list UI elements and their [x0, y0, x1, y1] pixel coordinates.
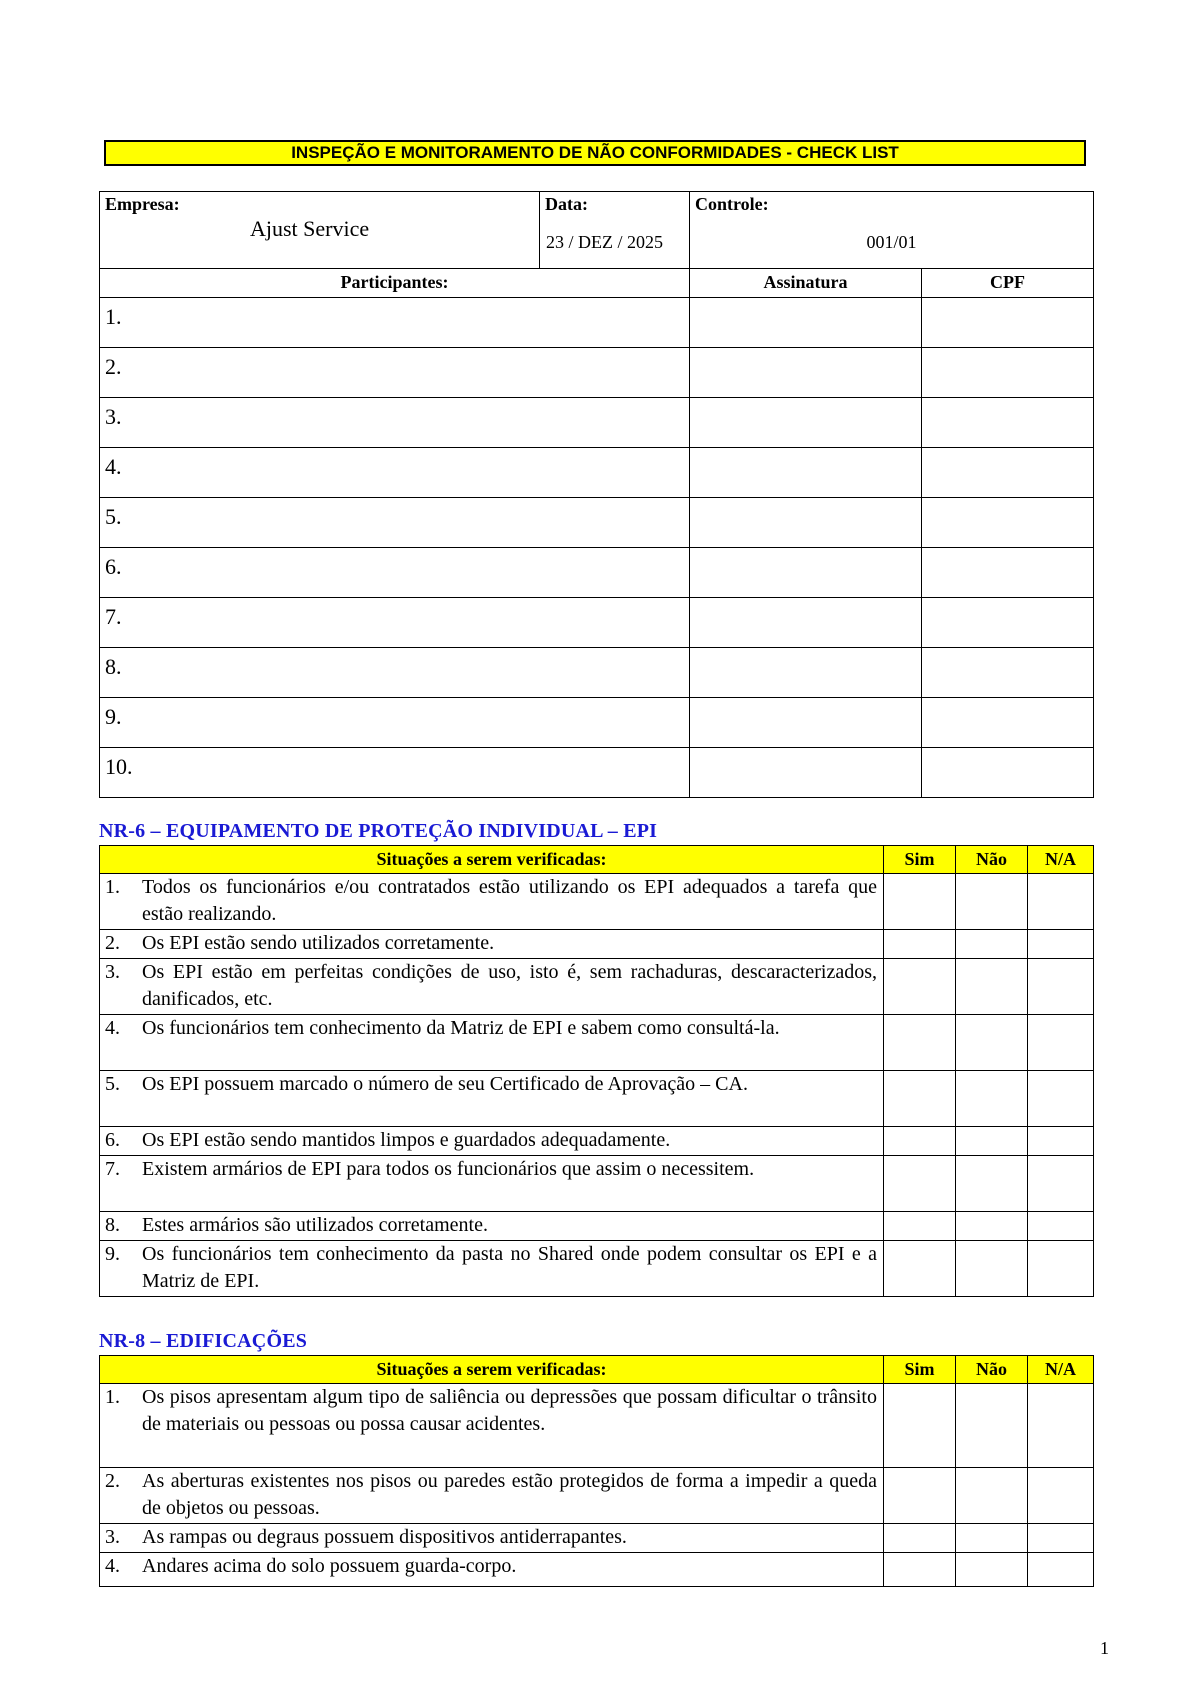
- checklist-row: [100, 1127, 1094, 1156]
- participant-name-cell[interactable]: [100, 298, 690, 348]
- nao-cell[interactable]: [956, 1524, 1028, 1553]
- document-title: INSPEÇÃO E MONITORAMENTO DE NÃO CONFORMIDADES - CHECK LIST: [104, 140, 1086, 166]
- na-cell[interactable]: [1028, 1384, 1094, 1468]
- checklist-row: [100, 1241, 1094, 1297]
- participant-signature-cell[interactable]: [690, 548, 922, 598]
- item-text: As aberturas existentes nos pisos ou paredes estão protegidos de forma a impedir a queda de objetos ou pessoas.: [142, 1470, 877, 1519]
- participant-name-cell[interactable]: [100, 498, 690, 548]
- nao-cell[interactable]: [956, 959, 1028, 1015]
- situacao-cell: [100, 1384, 884, 1468]
- na-cell[interactable]: [1028, 1156, 1094, 1212]
- situacao-cell: [100, 874, 884, 930]
- header-table: [99, 191, 1094, 798]
- checklist-row: [100, 1156, 1094, 1212]
- situacao-cell: [100, 1156, 884, 1212]
- data-cell: [540, 192, 690, 269]
- nao-cell[interactable]: [956, 930, 1028, 959]
- controle-label: Controle:: [695, 194, 769, 214]
- item-text: Existem armários de EPI para todos os funcionários que assim o necessitem.: [142, 1158, 755, 1180]
- participant-cpf-cell[interactable]: [922, 548, 1094, 598]
- na-header: N/A: [1028, 1356, 1094, 1384]
- sim-cell[interactable]: [884, 1384, 956, 1468]
- participant-name-cell[interactable]: [100, 398, 690, 448]
- participant-cpf-cell[interactable]: [922, 348, 1094, 398]
- sim-cell[interactable]: [884, 1241, 956, 1297]
- na-cell[interactable]: [1028, 1212, 1094, 1241]
- na-cell[interactable]: [1028, 930, 1094, 959]
- nr8-checklist-table: [99, 1355, 1094, 1587]
- assinatura-header: Assinatura: [690, 269, 922, 298]
- item-number: 8.: [105, 1214, 120, 1236]
- na-cell[interactable]: [1028, 959, 1094, 1015]
- item-text: Andares acima do solo possuem guarda-corpo.: [142, 1555, 517, 1577]
- participant-name-cell[interactable]: [100, 548, 690, 598]
- checklist-row: [100, 874, 1094, 930]
- checklist-row: [100, 930, 1094, 959]
- participant-name-cell[interactable]: [100, 698, 690, 748]
- nao-header: Não: [956, 846, 1028, 874]
- sim-cell[interactable]: [884, 930, 956, 959]
- checklist-row: [100, 1015, 1094, 1071]
- participant-row: [100, 348, 1094, 398]
- item-text: Todos os funcionários e/ou contratados estão utilizando os EPI adequados a tarefa que estão realizando.: [142, 876, 877, 925]
- participant-number: 10.: [105, 754, 133, 779]
- item-number: 7.: [105, 1158, 120, 1180]
- sim-cell[interactable]: [884, 1127, 956, 1156]
- page-number: 1: [1100, 1638, 1109, 1658]
- participant-row: [100, 598, 1094, 648]
- na-cell[interactable]: [1028, 1553, 1094, 1587]
- item-text: Estes armários são utilizados corretamente.: [142, 1214, 488, 1236]
- item-number: 3.: [105, 1526, 120, 1548]
- checklist-row: [100, 1212, 1094, 1241]
- participant-cpf-cell[interactable]: [922, 748, 1094, 798]
- participant-number: 1.: [105, 304, 122, 329]
- participant-name-cell[interactable]: [100, 448, 690, 498]
- participant-number: 2.: [105, 354, 122, 379]
- participant-number: 6.: [105, 554, 122, 579]
- item-number: 1.: [105, 1386, 120, 1408]
- controle-value: 001/01: [866, 232, 917, 252]
- participant-signature-cell[interactable]: [690, 648, 922, 698]
- na-cell[interactable]: [1028, 874, 1094, 930]
- participant-signature-cell[interactable]: [690, 498, 922, 548]
- participant-number: 7.: [105, 604, 122, 629]
- situacao-cell: [100, 1241, 884, 1297]
- controle-cell: [690, 192, 1094, 269]
- item-number: 6.: [105, 1129, 120, 1151]
- item-number: 5.: [105, 1073, 120, 1095]
- participant-row: [100, 398, 1094, 448]
- sim-cell[interactable]: [884, 1071, 956, 1127]
- sim-cell[interactable]: [884, 1212, 956, 1241]
- participant-cpf-cell[interactable]: [922, 298, 1094, 348]
- na-cell[interactable]: [1028, 1015, 1094, 1071]
- nr8-section-title: NR-8 – EDIFICAÇÕES: [99, 1330, 308, 1352]
- participant-row: [100, 298, 1094, 348]
- sim-cell[interactable]: [884, 1468, 956, 1524]
- item-text: Os funcionários tem conhecimento da pasta no Shared onde podem consultar os EPI e a Matriz de EPI.: [142, 1243, 877, 1292]
- situacao-cell: [100, 1553, 884, 1587]
- checklist-row: [100, 1524, 1094, 1553]
- checklist-row: [100, 1071, 1094, 1127]
- checklist-row: [100, 1468, 1094, 1524]
- na-cell[interactable]: [1028, 1468, 1094, 1524]
- data-value: 23 / DEZ / 2025: [546, 232, 663, 252]
- participant-cpf-cell[interactable]: [922, 698, 1094, 748]
- item-number: 2.: [105, 1470, 120, 1492]
- item-number: 1.: [105, 876, 120, 898]
- participant-cpf-cell[interactable]: [922, 398, 1094, 448]
- item-text: Os pisos apresentam algum tipo de saliência ou depressões que possam dificultar o trânsito de materiais ou pessoas ou possa causar acidentes.: [142, 1386, 877, 1435]
- participant-signature-cell[interactable]: [690, 398, 922, 448]
- participant-row: [100, 548, 1094, 598]
- participantes-header: Participantes:: [100, 269, 690, 298]
- na-cell[interactable]: [1028, 1241, 1094, 1297]
- participant-number: 9.: [105, 704, 122, 729]
- participant-cpf-cell[interactable]: [922, 598, 1094, 648]
- situacoes-header: Situações a serem verificadas:: [100, 1356, 884, 1384]
- situacao-cell: [100, 1071, 884, 1127]
- participant-signature-cell[interactable]: [690, 598, 922, 648]
- sim-cell[interactable]: [884, 1553, 956, 1587]
- participant-number: 3.: [105, 404, 122, 429]
- participant-row: [100, 648, 1094, 698]
- data-label: Data:: [545, 194, 588, 214]
- participant-row: [100, 498, 1094, 548]
- item-number: 9.: [105, 1243, 120, 1265]
- participant-name-cell[interactable]: [100, 348, 690, 398]
- checklist-row: [100, 959, 1094, 1015]
- nao-cell[interactable]: [956, 874, 1028, 930]
- participant-row: [100, 698, 1094, 748]
- situacoes-header: Situações a serem verificadas:: [100, 846, 884, 874]
- participant-signature-cell[interactable]: [690, 748, 922, 798]
- sim-cell[interactable]: [884, 1524, 956, 1553]
- participant-row: [100, 448, 1094, 498]
- nr6-section-title: NR-6 – EQUIPAMENTO DE PROTEÇÃO INDIVIDUAL – EPI: [99, 820, 658, 842]
- nao-cell[interactable]: [956, 1071, 1028, 1127]
- sim-cell[interactable]: [884, 874, 956, 930]
- sim-cell[interactable]: [884, 1156, 956, 1212]
- nao-cell[interactable]: [956, 1212, 1028, 1241]
- situacao-cell: [100, 1015, 884, 1071]
- participant-number: 8.: [105, 654, 122, 679]
- situacao-cell: [100, 1524, 884, 1553]
- item-number: 2.: [105, 932, 120, 954]
- participant-cpf-cell[interactable]: [922, 648, 1094, 698]
- nao-cell[interactable]: [956, 1241, 1028, 1297]
- sim-cell[interactable]: [884, 1015, 956, 1071]
- participant-name-cell[interactable]: [100, 598, 690, 648]
- nao-header: Não: [956, 1356, 1028, 1384]
- participant-cpf-cell[interactable]: [922, 448, 1094, 498]
- checklist-row: [100, 1553, 1094, 1587]
- participant-signature-cell[interactable]: [690, 448, 922, 498]
- nao-cell[interactable]: [956, 1468, 1028, 1524]
- situacao-cell: [100, 959, 884, 1015]
- situacao-cell: [100, 930, 884, 959]
- checklist-row: [100, 1384, 1094, 1468]
- participant-row: [100, 748, 1094, 798]
- cpf-header: CPF: [922, 269, 1094, 298]
- item-text: Os EPI estão sendo utilizados corretamente.: [142, 932, 495, 954]
- nao-cell[interactable]: [956, 1127, 1028, 1156]
- item-text: Os EPI possuem marcado o número de seu Certificado de Aprovação – CA.: [142, 1073, 748, 1095]
- na-cell[interactable]: [1028, 1127, 1094, 1156]
- participant-number: 4.: [105, 454, 122, 479]
- situacao-cell: [100, 1468, 884, 1524]
- empresa-label: Empresa:: [105, 194, 180, 214]
- item-number: 4.: [105, 1555, 120, 1577]
- nao-cell[interactable]: [956, 1156, 1028, 1212]
- empresa-value: Ajust Service: [250, 216, 370, 241]
- item-text: Os EPI estão em perfeitas condições de uso, isto é, sem rachaduras, descaracterizados, danificados, etc.: [142, 961, 877, 1010]
- item-number: 3.: [105, 961, 120, 983]
- participant-name-cell[interactable]: [100, 648, 690, 698]
- sim-cell[interactable]: [884, 959, 956, 1015]
- na-cell[interactable]: [1028, 1071, 1094, 1127]
- participant-signature-cell[interactable]: [690, 298, 922, 348]
- participant-signature-cell[interactable]: [690, 698, 922, 748]
- participant-name-cell[interactable]: [100, 748, 690, 798]
- item-number: 4.: [105, 1017, 120, 1039]
- participant-cpf-cell[interactable]: [922, 498, 1094, 548]
- sim-header: Sim: [884, 1356, 956, 1384]
- item-text: Os funcionários tem conhecimento da Matriz de EPI e sabem como consultá-la.: [142, 1017, 780, 1039]
- sim-header: Sim: [884, 846, 956, 874]
- item-text: As rampas ou degraus possuem dispositivos antiderrapantes.: [142, 1526, 627, 1548]
- participant-signature-cell[interactable]: [690, 348, 922, 398]
- nao-cell[interactable]: [956, 1384, 1028, 1468]
- participant-number: 5.: [105, 504, 122, 529]
- nr6-checklist-table: [99, 845, 1094, 1297]
- nao-cell[interactable]: [956, 1553, 1028, 1587]
- situacao-cell: [100, 1212, 884, 1241]
- nao-cell[interactable]: [956, 1015, 1028, 1071]
- situacao-cell: [100, 1127, 884, 1156]
- item-text: Os EPI estão sendo mantidos limpos e guardados adequadamente.: [142, 1129, 671, 1151]
- na-cell[interactable]: [1028, 1524, 1094, 1553]
- empresa-cell: [100, 192, 540, 269]
- na-header: N/A: [1028, 846, 1094, 874]
